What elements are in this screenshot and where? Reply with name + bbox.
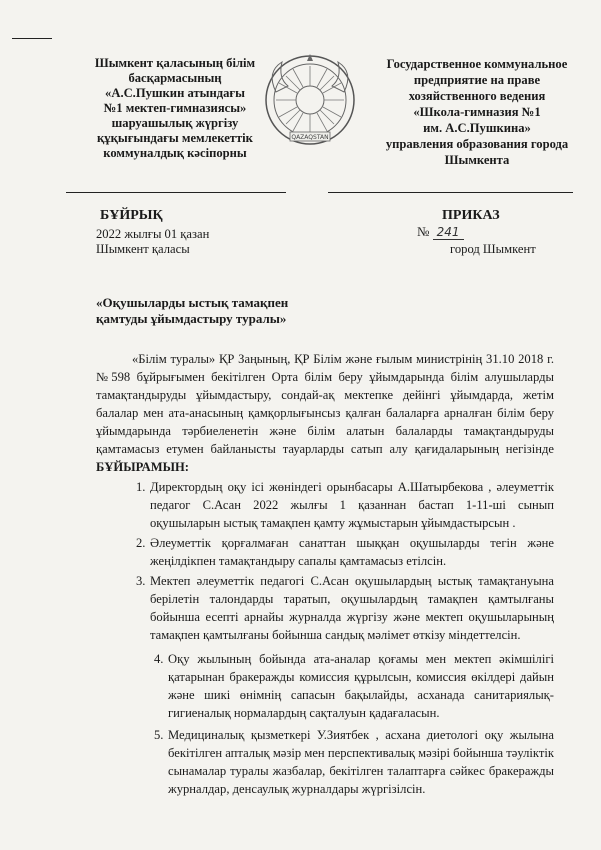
order-item-number: 4.: [154, 652, 164, 666]
order-title: [96, 295, 288, 327]
order-item-text: Директордың оқу ісі жөніндегі орынбасары А.Шатырбекова , әлеуметтік педагог С.Асан 2022 жылғы 1 қазаннан бастап 1-11-ші сынып оқушыларын ыстық тамақпен қамту жұмыстарын ұйымдастырсын .: [150, 480, 554, 530]
order-label-kz: БҰЙРЫҚ: [100, 208, 163, 223]
order-label-ru: ПРИКАЗ: [442, 208, 500, 223]
order-city-kz: Шымкент қаласы: [96, 242, 190, 256]
order-date: 2022 жылғы 01 қазан: [96, 227, 210, 241]
emblem-text: QAZAQSTAN: [291, 134, 329, 141]
header-right-ru: [372, 56, 582, 168]
header-divider-right: [328, 192, 573, 193]
order-items: [96, 478, 554, 798]
order-item-number: 1.: [136, 480, 146, 494]
header-left-line: коммуналдық кәсіпорны: [103, 146, 247, 160]
order-item-text: Әлеуметтік қорғалмаған санаттан шыққан оқушыларды тегін және жеңілдікпен тамақтандыру сапалы қамтамасыз етілсін.: [150, 536, 554, 568]
header-right-line: Шымкента: [444, 153, 510, 167]
header-left-line: Шымкент қаласының білім: [94, 56, 256, 70]
order-item: [136, 534, 554, 570]
header-right-line: Государственное коммунальное: [386, 57, 568, 71]
order-item-text: Мектеп әлеуметтік педагогі С.Асан оқушылардың ыстық тамақтануына берілетін талондарды таратып, оқушылардың тамақпен қамтылғаны бойынша есепті арнайы журналда жүргізу және мектеп оқушыларының тамақпен қамтылғаны бойынша сандық мәлімет өткізу міндеттелсін.: [150, 574, 554, 642]
order-item-number: 2.: [136, 536, 146, 550]
header-left-kz: [70, 56, 280, 161]
header-left-line: басқармасының: [128, 71, 222, 85]
order-item-text: Оқу жылының бойында ата-аналар қоғамы мен мектеп әкімшілігі қатарынан бракеражды комиссия құрылсын, комиссия өкілдері дайын және шикі өнімнің сапасын бақылайды, асханада санитариялық-гигиеналық нормалардың сақталуын қадағаласын.: [168, 652, 554, 720]
header-left-line: «А.С.Пушкин атындағы: [105, 86, 245, 100]
order-item: [154, 650, 554, 722]
header-right-line: «Школа-гимназия №1: [413, 105, 541, 119]
order-body: [96, 350, 554, 800]
header-right-line: им. А.С.Пушкина»: [423, 121, 531, 135]
intro-paragraph: [96, 350, 554, 476]
order-title-line: «Оқушыларды ыстық тамақпен: [96, 295, 289, 310]
order-number-prefix: №: [417, 224, 430, 239]
order-item: [136, 572, 554, 644]
header-left-line: құқығындағы мемлекеттік: [97, 131, 253, 145]
header-left-line: №1 мектеп-гимназиясы»: [103, 101, 247, 115]
order-item: [136, 478, 554, 532]
corner-mark: [12, 38, 52, 39]
order-item-text: Медициналық қызметкері У.Зиятбек , асхана диетологі оқу жылына бекітілген апталық мәзір мен перспективалық мәзірі бойынша тәуліктік сынамалар туралы жазбалар, бекітілген талаптарға сәйкес бракеражды журналдар, денсаулық журналдары жүргізілсін.: [168, 728, 554, 796]
order-title-line: қамтуды ұйымдастыру туралы»: [96, 311, 287, 326]
intro-text: «Білім туралы» ҚР Заңының, ҚР Білім және ғылым министрінің 31.10 2018 г.№598 бұйрығымен бекітілген Орта білім беру ұйымдарында білім алушыларды тамақтандыруды ұйымдастыру, сондай-ақ мектепке дейінгі ұйымдарда, жетім балалар мен ата-анасының қамқорлығынсыз қалған балаларға арналған білім беру ұйымдарында тәрбиеленетін және білім алатын балаларды тамақтандыруды қамтамасыз етумен байланысты тауарларды сатып алу қағидаларының негізінде: [96, 352, 554, 456]
order-number: [417, 224, 464, 240]
order-number-value: 241: [433, 225, 464, 240]
header-divider-left: [66, 192, 286, 193]
intro-command: БҰЙЫРАМЫН:: [96, 460, 190, 474]
header-left-line: шаруашылық жүргізу: [111, 116, 239, 130]
order-city-ru: город Шымкент: [450, 242, 536, 256]
order-item-number: 3.: [136, 574, 146, 588]
order-item-number: 5.: [154, 728, 164, 742]
header-right-line: управления образования города: [385, 137, 569, 151]
order-item: [154, 726, 554, 798]
header-right-line: предприятие на праве: [413, 73, 541, 87]
header-right-line: хозяйственного ведения: [408, 89, 546, 103]
state-emblem-icon: [262, 52, 358, 148]
